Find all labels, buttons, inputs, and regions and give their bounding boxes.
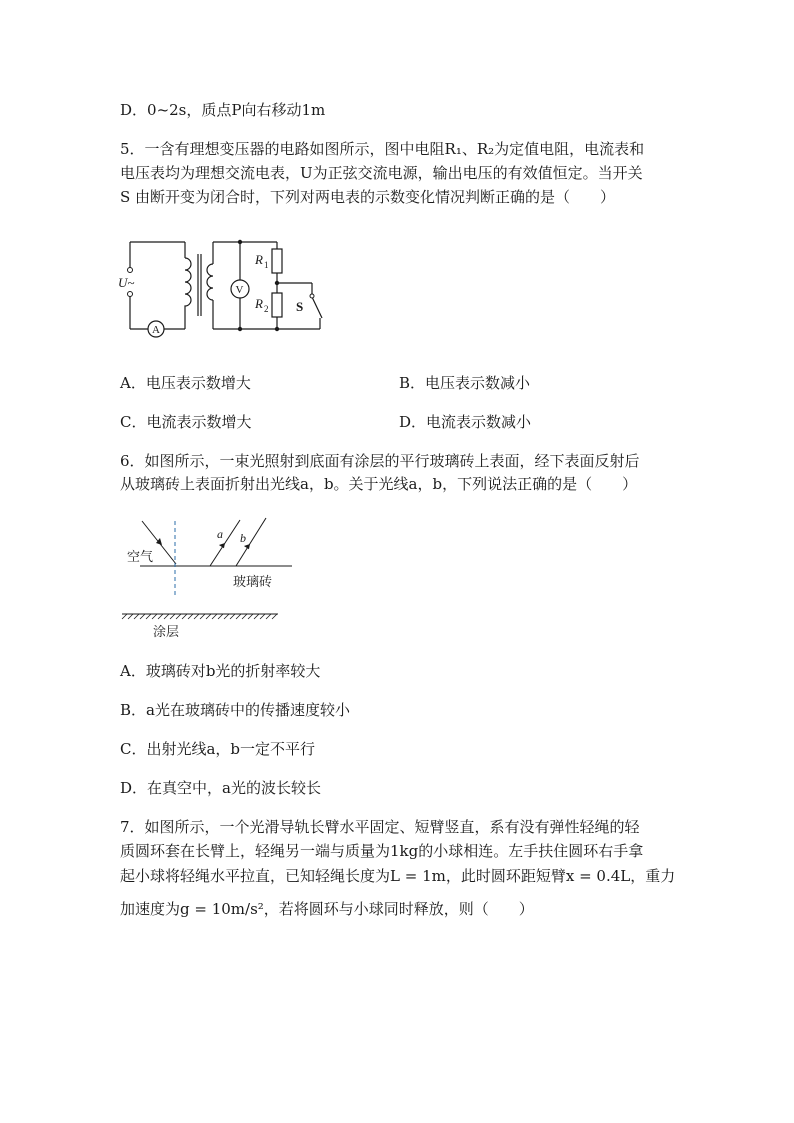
r1-subscript: 1 xyxy=(264,260,269,270)
r2-label: R xyxy=(255,296,263,311)
q5-stem-line1: 5．一含有理想变压器的电路如图所示，图中电阻R₁、R₂为定值电阻，电流表和 xyxy=(120,140,645,158)
q6-stem-line1: 6．如图所示，一束光照射到底面有涂层的平行玻璃砖上表面，经下表面反射后 xyxy=(120,452,640,470)
q6-option-b: B．a光在玻璃砖中的传播速度较小 xyxy=(120,701,350,719)
voltmeter-label: V xyxy=(235,284,244,296)
q6-option-a: A．玻璃砖对b光的折射率较大 xyxy=(120,662,321,680)
q5-option-c: C．电流表示数增大 xyxy=(120,413,252,431)
ammeter-label: A xyxy=(152,324,160,336)
q7-stem-line2: 质圆环套在长臂上，轻绳另一端与质量为1kg的小球相连。左手扶住圆环右手拿 xyxy=(120,842,644,860)
switch-label: S xyxy=(296,299,304,314)
q4-option-d: D．0~2s，质点P向右移动1m xyxy=(120,101,326,119)
q6-option-d: D．在真空中，a光的波长较长 xyxy=(120,779,321,797)
q5-option-a: A．电压表示数增大 xyxy=(120,374,251,392)
coating-label: 涂层 xyxy=(153,625,180,640)
q5-option-d: D．电流表示数减小 xyxy=(399,413,532,431)
air-label: 空气 xyxy=(127,550,154,565)
q5-option-b: B．电压表示数减小 xyxy=(399,374,531,392)
q5-stem-line3: S 由断开变为闭合时，下列对两电表的示数变化情况判断正确的是（ ） xyxy=(120,188,616,206)
r1-label: R xyxy=(255,252,263,267)
q5-stem-line2: 电压表均为理想交流电表，U为正弦交流电源，输出电压的有效值恒定。当开关 xyxy=(120,164,643,182)
q6-option-c: C．出射光线a，b一定不平行 xyxy=(120,740,316,758)
r2-subscript: 2 xyxy=(264,304,269,314)
glass-label: 玻璃砖 xyxy=(233,575,273,590)
ray-a-label: a xyxy=(217,527,223,541)
q7-stem-line1: 7．如图所示，一个光滑导轨长臂水平固定、短臂竖直，系有没有弹性轻绳的轻 xyxy=(120,818,640,836)
source-label: U~ xyxy=(118,275,135,290)
q7-stem-line3: 起小球将轻绳水平拉直，已知轻绳长度为L = 1m，此时圆环距短臂x = 0.4L，重力 xyxy=(120,867,676,885)
q7-stem-line4: 加速度为g = 10m/s²，若将圆环与小球同时释放，则（ ） xyxy=(120,900,534,918)
ray-b-label: b xyxy=(240,531,246,545)
q6-stem-line2: 从玻璃砖上表面折射出光线a，b。关于光线a，b，下列说法正确的是（ ） xyxy=(120,475,638,493)
